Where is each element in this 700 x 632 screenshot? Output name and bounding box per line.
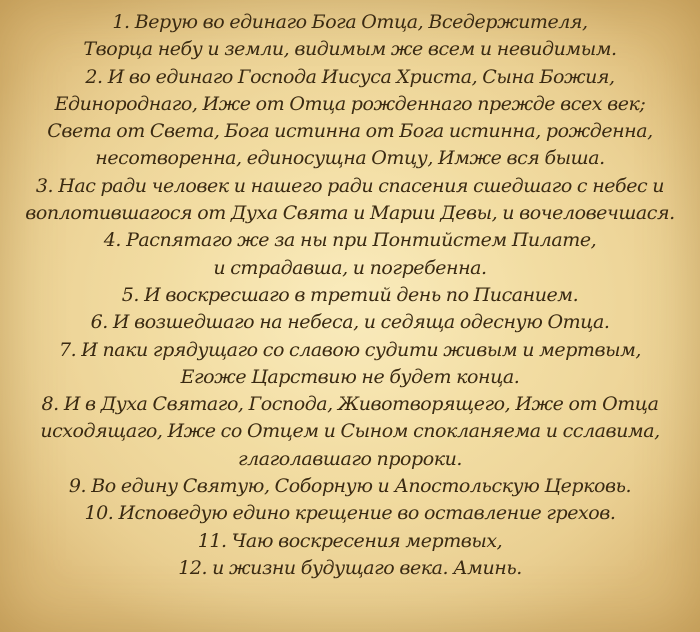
creed-line: 12. и жизни будущаго века. Аминь.	[178, 556, 522, 579]
creed-line: 3. Нас ради человек и нашего ради спасения сшедшаго с небес и	[35, 174, 665, 197]
creed-line: 10. Исповедую едино крещение во оставление грехов.	[84, 502, 616, 525]
creed-line: Творца небу и земли, видимым же всем и невидимым.	[83, 38, 617, 61]
creed-line: 5. И воскресшаго в третий день по Писанием.	[121, 283, 579, 306]
creed-line: несотворенна, единосущна Отцу, Имже вся быша.	[95, 147, 605, 170]
creed-line: 9. Во едину Святую, Соборную и Апостольскую Церковь.	[68, 475, 632, 498]
creed-line: 4. Распятаго же за ны при Понтийстем Пилате,	[103, 229, 597, 252]
creed-line: глаголавшаго пророки.	[237, 447, 463, 470]
creed-line: 6. И возшедшаго на небеса, и седяща одесную Отца.	[90, 311, 610, 334]
creed-line: воплотившагося от Духа Свята и Марии Девы, и вочеловечшася.	[25, 202, 675, 225]
creed-line: 8. И в Духа Святаго, Господа, Животворящего, Иже от Отца	[41, 393, 659, 416]
creed-line: Единороднаго, Иже от Отца рожденнаго прежде всех век;	[54, 92, 646, 115]
creed-line: 11. Чаю воскресения мертвых,	[197, 529, 503, 552]
creed-line: 1. Верую во единаго Бога Отца, Вседержителя,	[112, 11, 588, 33]
creed-line: и страдавша, и погребенна.	[213, 256, 487, 279]
creed-line: Света от Света, Бога истинна от Бога истинна, рожденна,	[47, 120, 653, 143]
creed-line: 2. И во единаго Господа Иисуса Христа, Сына Божия,	[85, 65, 615, 88]
creed-line: 7. И паки грядущаго со славою судити живым и мертвым,	[58, 338, 642, 361]
creed-line: Егоже Царствию не будет конца.	[180, 365, 520, 388]
creed-line: исходящаго, Иже со Отцем и Сыном спокланяема и сславима,	[40, 420, 660, 443]
